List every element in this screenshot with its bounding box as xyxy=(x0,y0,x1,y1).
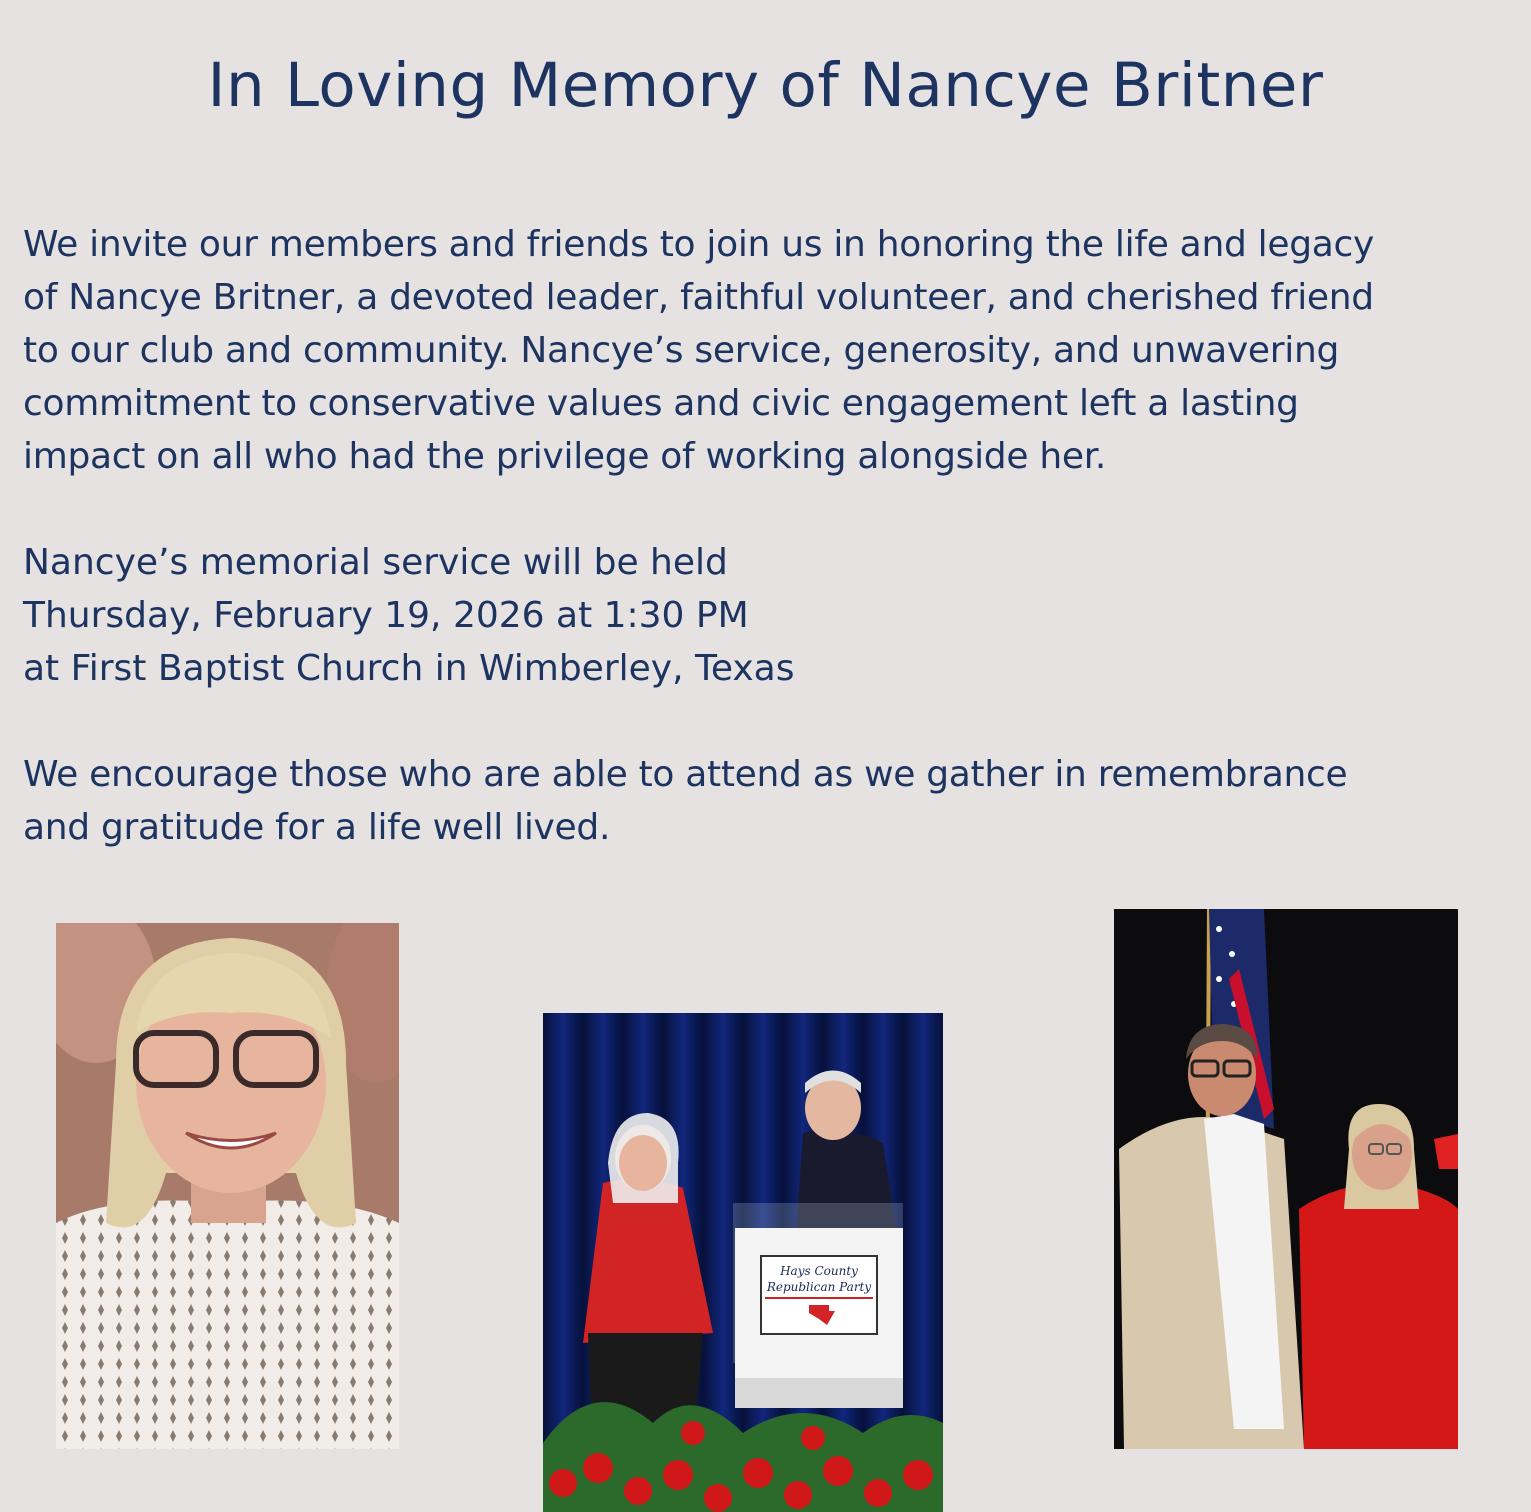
service-details xyxy=(23,536,795,695)
service-location: at First Baptist Church in Wimberley, Texas xyxy=(23,648,795,689)
page-title: In Loving Memory of Nancye Britner xyxy=(207,50,1324,121)
text-line: We invite our members and friends to join us in honoring the life and legacy xyxy=(23,224,1375,265)
text-line: We encourage those who are able to attend as we gather in remembrance xyxy=(23,754,1348,795)
couple-photo xyxy=(1114,909,1458,1449)
portrait-photo xyxy=(56,923,399,1449)
text-line: of Nancye Britner, a devoted leader, faithful volunteer, and cherished friend xyxy=(23,277,1374,318)
podium-photo xyxy=(543,1013,943,1512)
text-line: to our club and community. Nancye’s service, generosity, and unwavering xyxy=(23,330,1340,371)
invitation-paragraph xyxy=(23,218,1374,483)
text-line: and gratitude for a life well lived. xyxy=(23,807,611,848)
service-date: Thursday, February 19, 2026 at 1:30 PM xyxy=(23,595,749,636)
service-intro: Nancye’s memorial service will be held xyxy=(23,542,728,583)
podium-sign-line2: Republican Party xyxy=(766,1280,872,1294)
closing-paragraph xyxy=(23,748,1347,854)
text-line: impact on all who had the privilege of working alongside her. xyxy=(23,436,1107,477)
podium-sign-line1: Hays County xyxy=(780,1264,858,1278)
text-line: commitment to conservative values and civic engagement left a lasting xyxy=(23,383,1299,424)
